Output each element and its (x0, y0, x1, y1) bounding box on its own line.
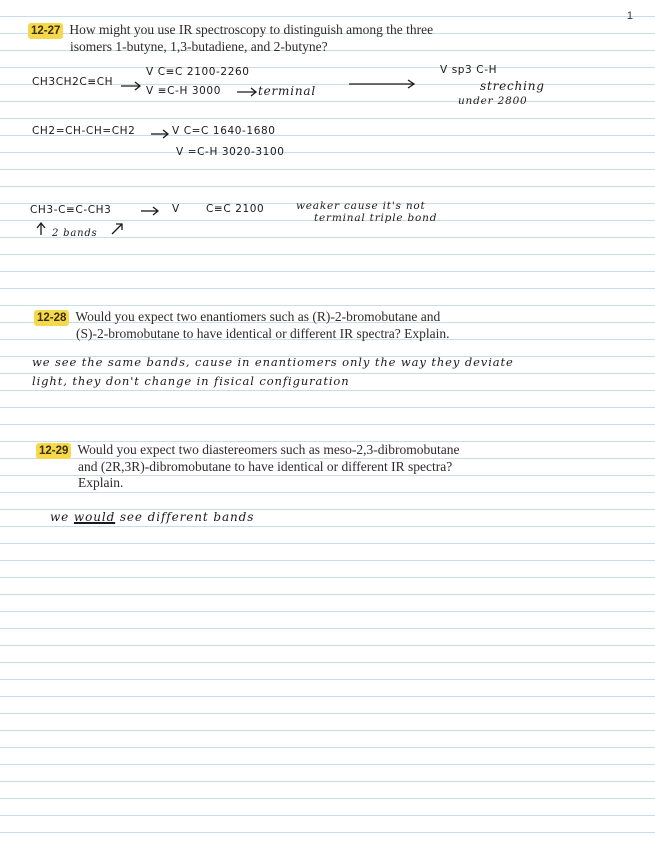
formula-2-butyne: CH3-C≡C-CH3 (30, 204, 112, 216)
answer-word: we (50, 510, 70, 524)
band-internal-c-triple-c: C≡C 2100 (206, 203, 265, 215)
arrow-up-icon (36, 222, 46, 236)
arrow-right-icon (236, 87, 258, 97)
band-c-triple-c: V C≡C 2100-2260 (146, 66, 250, 78)
question-text-line: (S)-2-bromobutane to have identical or different IR spectra? Explain. (76, 326, 450, 341)
question-text-line: Would you expect two diastereomers such as meso-2,3-dibromobutane (77, 442, 460, 457)
question-12-28 (34, 309, 450, 342)
answer-word: see different bands (119, 510, 255, 524)
question-text-line: Would you expect two enantiomers such as (R)-2-bromobutane and (75, 309, 441, 324)
arrow-right-icon (150, 129, 170, 139)
arrow-right-icon (140, 206, 160, 216)
band-vinyl-c-h: V =C-H 3020-3100 (176, 146, 285, 158)
question-text-line: and (2R,3R)-dibromobutane to have identical or different IR spectra? (78, 459, 453, 474)
answer-12-28-line2: light, they don't change in fisical configuration (32, 374, 350, 388)
question-12-27 (28, 22, 433, 55)
formula-1-butyne: CH3CH2C≡CH (32, 76, 114, 88)
formula-1-3-butadiene: CH2=CH-CH=CH2 (32, 125, 136, 137)
question-12-29 (36, 442, 460, 491)
note-sp3-stretch-line3: under 2800 (458, 95, 528, 107)
question-text-line: How might you use IR spectroscopy to distinguish among the three (69, 22, 434, 37)
answer-12-29 (50, 510, 254, 524)
arrow-up-right-icon (110, 222, 124, 236)
note-terminal-triple-bond: terminal triple bond (314, 212, 438, 224)
note-two-bands: 2 bands (52, 228, 98, 239)
question-number-badge: 12-27 (28, 23, 63, 39)
question-number-badge: 12-29 (36, 443, 71, 459)
band-c-h: V ≡C-H 3000 (146, 85, 221, 97)
note-sp3-stretch-line1: V sp3 C-H (440, 64, 498, 76)
note-sp3-stretch-line2: streching (480, 79, 545, 93)
note-weaker: weaker cause it's not (296, 200, 426, 212)
arrow-right-icon (120, 81, 142, 91)
long-arrow-right-icon (348, 79, 416, 89)
question-number-badge: 12-28 (34, 310, 69, 326)
band-c-double-c: V C=C 1640-1680 (172, 125, 276, 137)
answer-underlined-word: would (73, 510, 116, 524)
question-text-line: Explain. (78, 475, 124, 490)
question-text-line: isomers 1-butyne, 1,3-butadiene, and 2-butyne? (70, 39, 328, 54)
page-number: 1 (626, 10, 633, 22)
answer-12-28-line1: we see the same bands, cause in enantiomers only the way they deviate (32, 355, 514, 369)
note-terminal: terminal (258, 84, 316, 98)
nu-symbol: V (172, 203, 180, 215)
